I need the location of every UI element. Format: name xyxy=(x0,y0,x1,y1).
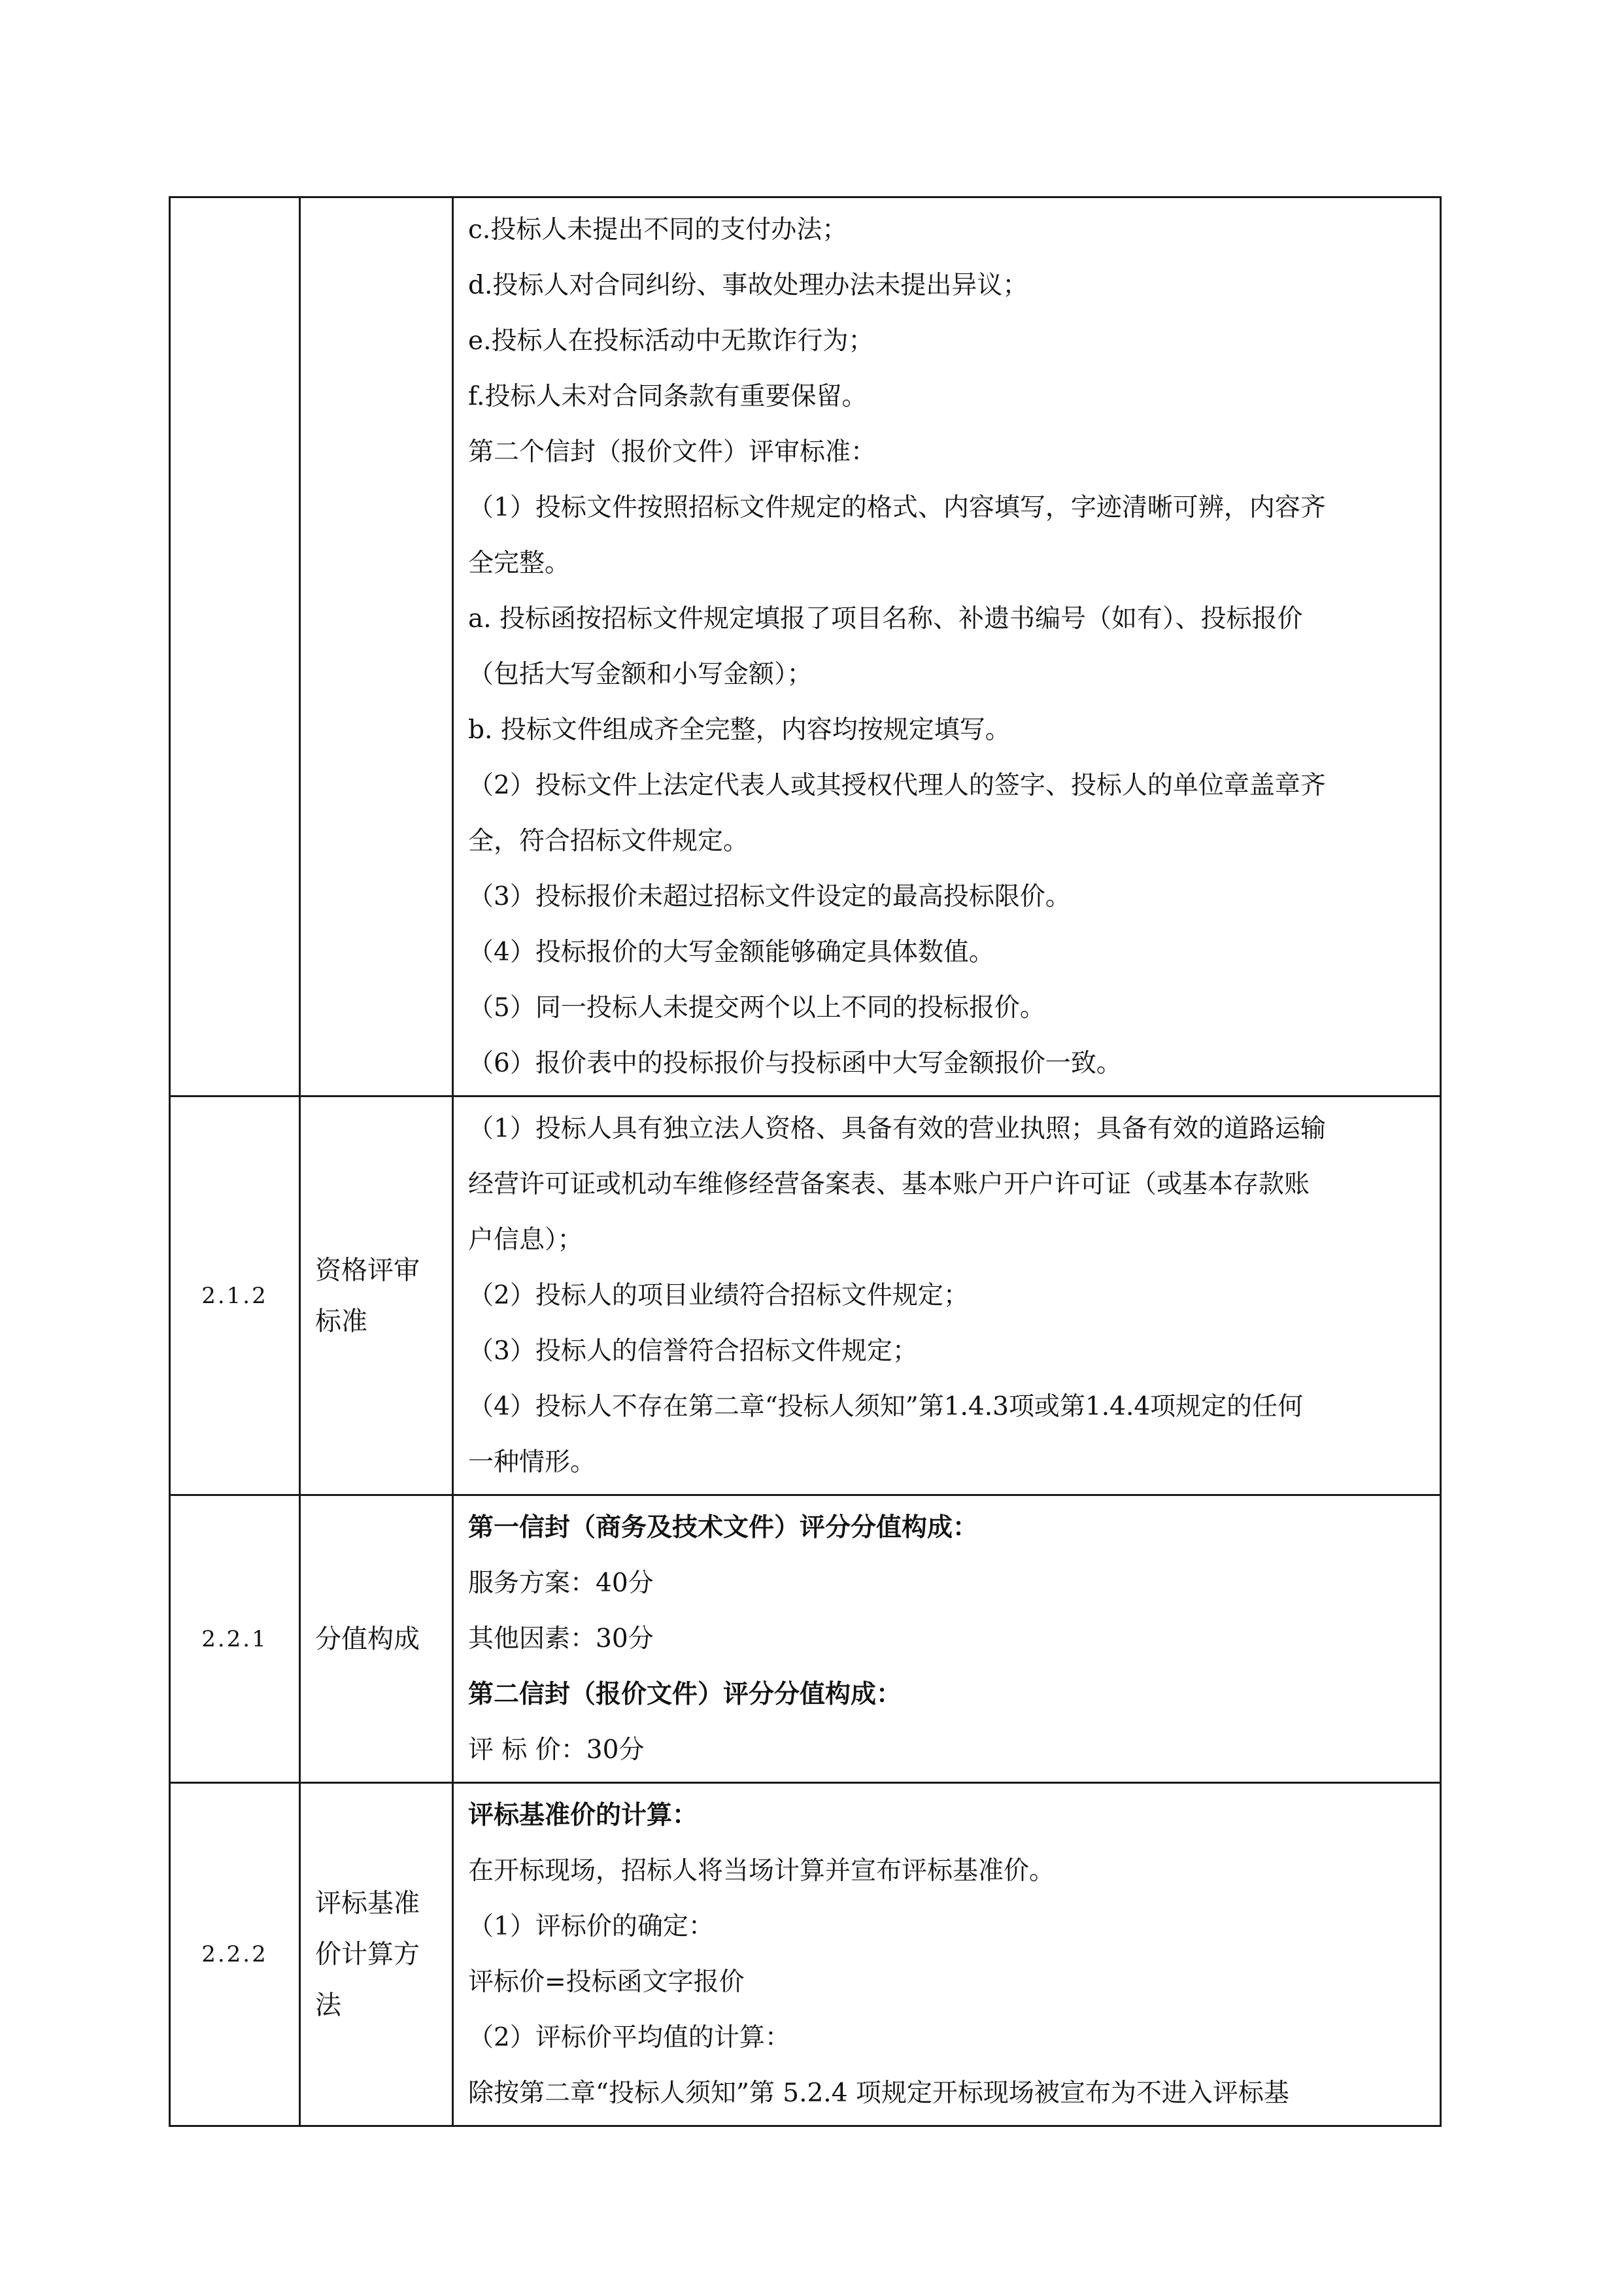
content-line: （1）投标人具有独立法人资格、具备有效的营业执照；具备有效的道路运输 xyxy=(468,1114,1326,1144)
content-line: （4）投标报价的大写金额能够确定具体数值。 xyxy=(468,938,994,967)
clause-number: 2.2.2 xyxy=(170,1783,300,2126)
content-line: 第二个信封（报价文件）评审标准： xyxy=(468,437,877,467)
content-line: 除按第二章“投标人须知”第 5.2.4 项规定开标现场被宣布为不进入评标基 xyxy=(468,2079,1289,2108)
content-heading: 第二信封（报价文件）评分分值构成： xyxy=(468,1679,902,1709)
content-line: （2）投标人的项目业绩符合招标文件规定； xyxy=(468,1281,969,1310)
content-line: 经营许可证或机动车维修经营备案表、基本账户开户许可证（或基本存款账 xyxy=(468,1170,1310,1199)
content-line: （4）投标人不存在第二章“投标人须知”第1.4.3项或第1.4.4项规定的任何 xyxy=(468,1392,1304,1421)
evaluation-criteria-table xyxy=(169,196,1442,2127)
clause-number: 2.2.1 xyxy=(170,1495,300,1783)
content-line: （包括大写金额和小写金额）； xyxy=(468,660,813,689)
content-line: （5）同一投标人未提交两个以上不同的投标报价。 xyxy=(468,993,1045,1023)
content-line: 在开标现场，招标人将当场计算并宣布评标基准价。 xyxy=(468,1856,1055,1886)
clause-content xyxy=(453,1495,1441,1783)
content-line: 评 标 价：30分 xyxy=(468,1735,645,1765)
content-line: （3）投标人的信誉符合招标文件规定； xyxy=(468,1336,918,1366)
table-row xyxy=(170,1495,1441,1783)
clause-number: 2.1.2 xyxy=(170,1096,300,1495)
content-line: （2）投标文件上法定代表人或其授权代理人的签字、投标人的单位章盖章齐 xyxy=(468,771,1326,800)
clause-number xyxy=(170,197,300,1096)
content-line: b. 投标文件组成齐全完整，内容均按规定填写。 xyxy=(468,715,1011,745)
clause-item xyxy=(300,197,453,1096)
content-line: 全，符合招标文件规定。 xyxy=(468,826,749,856)
content-line: e.投标人在投标活动中无欺诈行为； xyxy=(468,326,874,356)
table-row xyxy=(170,197,1441,1096)
content-line: 服务方案：40分 xyxy=(468,1569,654,1598)
content-heading: 第一信封（商务及技术文件）评分分值构成： xyxy=(468,1512,979,1542)
content-line: c.投标人未提出不同的支付办法； xyxy=(468,215,848,245)
content-line: 一种情形。 xyxy=(468,1448,596,1477)
clause-item: 资格评审标准 xyxy=(300,1096,453,1495)
content-line: f.投标人未对合同条款有重要保留。 xyxy=(468,382,868,411)
content-line: a. 投标函按招标文件规定填报了项目名称、补遗书编号（如有）、投标报价 xyxy=(468,604,1303,634)
content-line: 户信息）； xyxy=(468,1225,583,1255)
content-line: （6）报价表中的投标报价与投标函中大写金额报价一致。 xyxy=(468,1049,1122,1078)
content-line: 其他因素：30分 xyxy=(468,1624,654,1654)
content-line: 评标价=投标函文字报价 xyxy=(468,1967,745,1997)
content-line: （1）投标文件按照招标文件规定的格式、内容填写，字迹清晰可辨，内容齐 xyxy=(468,493,1326,522)
content-line: （3）投标报价未超过招标文件设定的最高投标限价。 xyxy=(468,882,1071,911)
table-row xyxy=(170,1783,1441,2126)
content-line: （2）评标价平均值的计算： xyxy=(468,2023,790,2052)
table-row xyxy=(170,1096,1441,1495)
clause-content xyxy=(453,197,1441,1096)
clause-item: 分值构成 xyxy=(300,1495,453,1783)
content-line: d.投标人对合同纠纷、事故处理办法未提出异议； xyxy=(468,271,1028,300)
clause-content xyxy=(453,1783,1441,2126)
clause-item: 评标基准价计算方法 xyxy=(300,1783,453,2126)
content-line: （1）评标价的确定： xyxy=(468,1912,714,1941)
content-line: 全完整。 xyxy=(468,549,571,578)
content-heading: 评标基准价的计算： xyxy=(468,1800,698,1830)
clause-content xyxy=(453,1096,1441,1495)
